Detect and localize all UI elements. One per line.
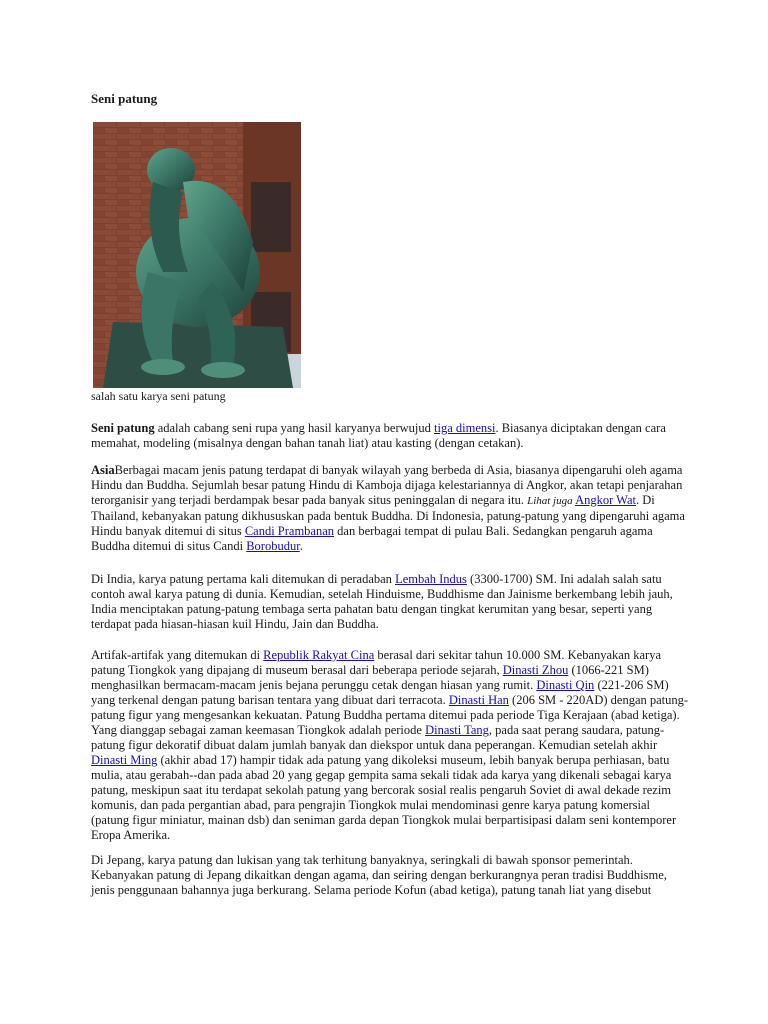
image-caption: salah satu karya seni patung xyxy=(91,389,226,403)
india-paragraph: Di India, karya patung pertama kali ditemukan di peradaban Lembah Indus (3300-1700) SM. Ini adalah salah satu contoh awal karya patung di dunia. Kemudian, setelah Hinduisme, Buddhisme dan Jainisme berkembang lebih jauh, India menciptakan patung-patung tembaga serta pahatan batu dengan tingkat kerumitan yang besar, seperti yang terdapat pada hiasan-hiasan kuil Hindu, Jain dan Buddha. xyxy=(91,572,673,631)
intro-paragraph: Seni patung adalah cabang seni rupa yang hasil karyanya berwujud tiga dimensi. Biasanya diciptakan dengan cara memahat, modeling (misalnya dengan bahan tanah liat) atau kasting (dengan cetakan). xyxy=(91,421,666,450)
asia-term: Asia xyxy=(91,463,115,477)
sculpture-photo xyxy=(93,122,301,388)
link-borobudur[interactable]: Borobudur xyxy=(246,539,300,553)
link-dinasti-zhou[interactable]: Dinasti Zhou xyxy=(502,663,569,677)
link-dinasti-han[interactable]: Dinasti Han xyxy=(448,693,509,707)
see-also-label: Lihat juga xyxy=(527,495,573,507)
intro-term: Seni patung xyxy=(91,421,155,435)
china-paragraph: Artifak-artifak yang ditemukan di Republik Rakyat Cina berasal dari sekitar tahun 10.000 SM. Kebanyakan karya patung Tiongkok yang dipajang di museum berasal dari beberapa periode sejarah, Dinasti Zhou (1066-221 SM) menghasilkan bermacam-macam jenis bejana perunggu cetak dengan hiasan yang rumit. Dinasti Qin (221-206 SM) yang terkenal dengan patung barisan tentara yang dibuat dari terracota. Dinasti Han (206 SM - 220AD) dengan patung-patung figur yang mengesankan kekuatan. Patung Buddha pertama ditemui pada periode Tiga Kerajaan (abad ketiga). Yang dianggap sebagai zaman keemasan Tiongkok adalah periode Dinasti Tang, pada saat perang saudara, patung-patung figur dekoratif dibuat dalam jumlah banyak dan diekspor untuk dana peperangan. Kemudian setelah akhir Dinasti Ming (akhir abad 17) hampir tidak ada patung yang dikoleksi museum, lebih banyak berupa perhiasan, batu mulia, atau gerabah--dan pada abad 20 yang gegap gempita sama sekali tidak ada karya yang dikenali sebagai karya patung, meskipun saat itu terdapat sekolah patung yang bercorak sosial realis pengaruh Soviet di awal dekade rezim komunis, dan pada pergantian abad, para pengrajin Tiongkok mulai mendominasi genre karya patung komersial (patung figur miniatur, mainan dsb) dan seniman garda depan Tiongkok mulai berpartisipasi dalam seni kontemporer Eropa Amerika. xyxy=(91,648,689,842)
link-lembah-indus[interactable]: Lembah Indus xyxy=(395,572,467,586)
link-republik-rakyat-cina[interactable]: Republik Rakyat Cina xyxy=(263,648,375,662)
link-dinasti-ming[interactable]: Dinasti Ming xyxy=(91,753,158,767)
asia-paragraph: AsiaBerbagai macam jenis patung terdapat di banyak wilayah yang berbeda di Asia, biasanya dipengaruhi oleh agama Hindu dan Buddha. Sejumlah besar patung Hindu di Kamboja dijaga kelestariannya di Angkor, akan tetapi penjarahan terorganisir yang terjadi berdampak besar pada banyak situs peninggalan di negara itu. Lihat juga Angkor Wat. Di Thailand, kebanyakan patung dikhususkan pada bentuk Buddha. Di Indonesia, patung-patung yang dipengaruhi agama Hindu banyak ditemui di situs Candi Prambanan dan berbagai tempat di pulau Bali. Sedangkan pengaruh agama Buddha ditemui di situs Candi Borobudur. xyxy=(91,463,685,553)
link-dinasti-tang[interactable]: Dinasti Tang xyxy=(425,723,489,737)
link-dinasti-qin[interactable]: Dinasti Qin xyxy=(536,678,595,692)
page-title: Seni patung xyxy=(91,91,158,106)
link-tiga-dimensi[interactable]: tiga dimensi xyxy=(434,421,496,435)
japan-paragraph: Di Jepang, karya patung dan lukisan yang tak terhitung banyaknya, seringkali di bawah sponsor pemerintah. Kebanyakan patung di Jepang dikaitkan dengan agama, dan seiring dengan berkurangnya peran tradisi Buddhisme, jenis penggunaan bahannya juga berkurang. Selama periode Kofun (abad ketiga), patung tanah liat yang disebut xyxy=(91,853,667,897)
link-candi-prambanan[interactable]: Candi Prambanan xyxy=(244,524,335,538)
link-angkor-wat[interactable]: Angkor Wat xyxy=(575,493,636,507)
